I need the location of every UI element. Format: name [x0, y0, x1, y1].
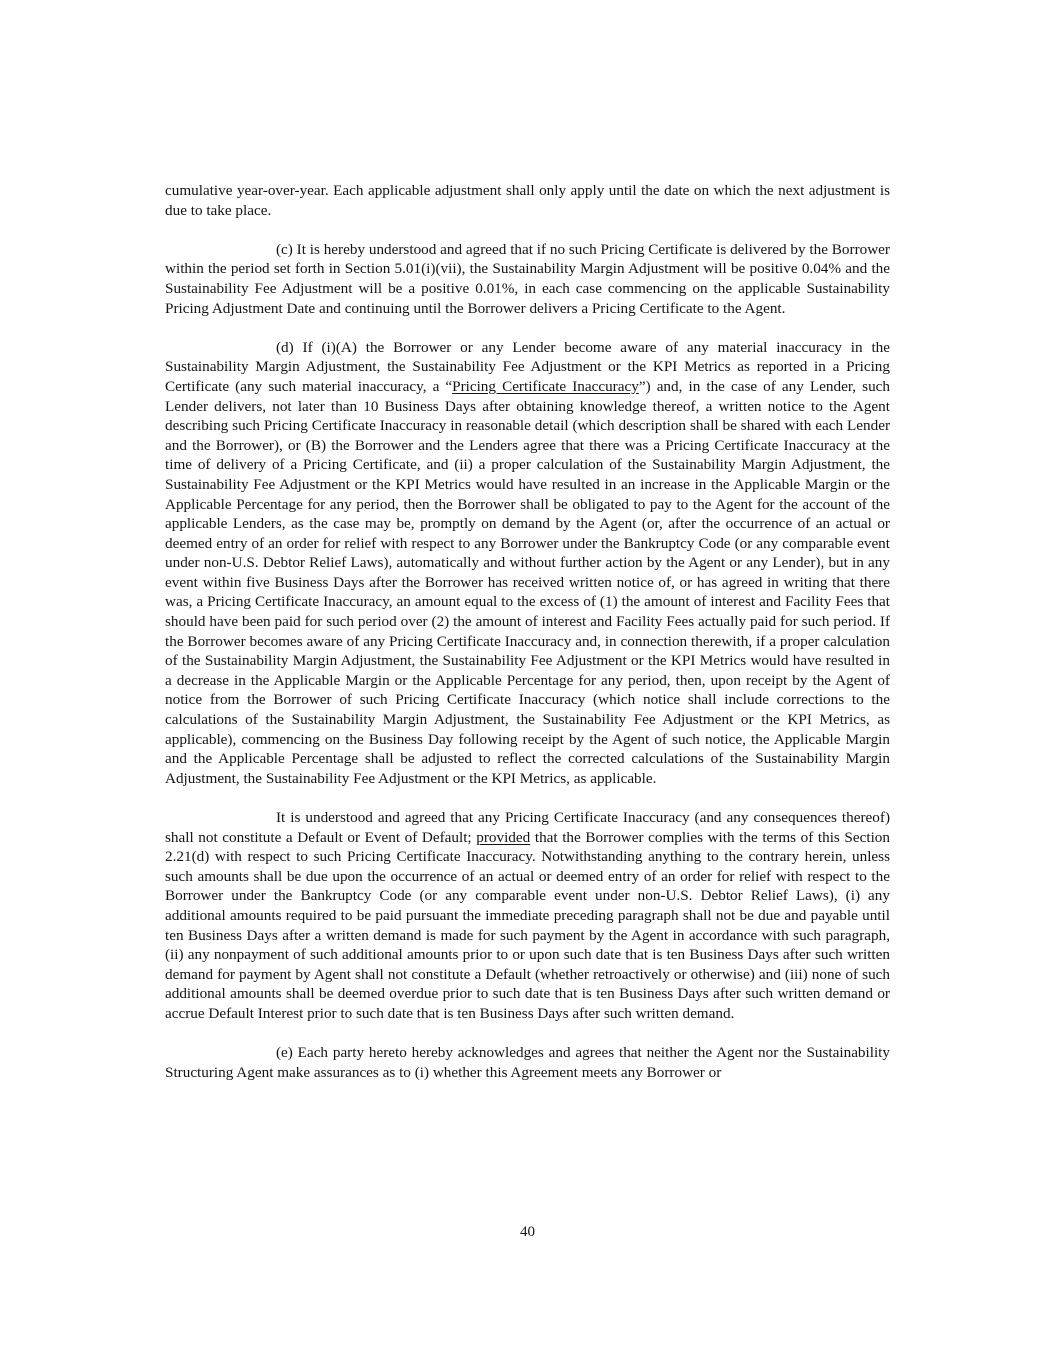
paragraph-d-text-before: (d) If (i)(A) the Borrower or any Lender become aware of any material inaccuracy in the Sustainability Margin Adjustment, the Sustainability Fee Adjustment or the KPI Metrics as reported in a Pricing Certificate (any such material inaccuracy, a “ [165, 338, 890, 395]
paragraph-understood-text-after: that the Borrower complies with the terms of this Section 2.21(d) with respect to such Pricing Certificate Inaccuracy. Notwithstanding anything to the contrary herein, unless such amounts shall be due upon the occurrence of an actual or deemed entry of an order for relief with respect to the Borrower under the Bankruptcy Code (or any comparable event under non-U.S. Debtor Relief Laws), (i) any additional amounts required to be paid pursuant the immediate preceding paragraph shall not be due and payable until ten Business Days after a written demand is made for such payment by the Agent in accordance with such paragraph, (ii) any nonpayment of such additional amounts prior to or upon such date that is ten Business Days after such written demand for payment by Agent shall not constitute a Default (whether retroactively or otherwise) and (iii) none of such additional amounts shall be deemed overdue prior to such date that is ten Business Days after such written demand or accrue Default Interest prior to such date that is ten Business Days after such written demand. [165, 828, 890, 1022]
defined-term-pricing-certificate-inaccuracy: Pricing Certificate Inaccuracy [452, 377, 639, 395]
paragraph-d [165, 338, 890, 789]
paragraph-understood [165, 808, 890, 1024]
provided-term: provided [476, 828, 531, 846]
paragraph-d-text-after: ”) and, in the case of any Lender, such Lender delivers, not later than 10 Business Days after obtaining knowledge thereof, a written notice to the Agent describing such Pricing Certificate Inaccuracy in reasonable detail (which description shall be shared with each Lender and the Borrower), or (B) the Borrower and the Lenders agree that there was a Pricing Certificate Inaccuracy at the time of delivery of a Pricing Certificate, and (ii) a proper calculation of the Sustainability Margin Adjustment, the Sustainability Fee Adjustment or the KPI Metrics would have resulted in an increase in the Applicable Margin or the Applicable Percentage for any period, then the Borrower shall be obligated to pay to the Agent for the account of the applicable Lenders, as the case may be, promptly on demand by the Agent (or, after the occurrence of an actual or deemed entry of an order for relief with respect to any Borrower under the Bankruptcy Code (or any comparable event under non-U.S. Debtor Relief Laws), automatically and without further action by the Agent or any Lender), but in any event within five Business Days after the Borrower has received written notice of, or has agreed in writing that there was, a Pricing Certificate Inaccuracy, an amount equal to the excess of (1) the amount of interest and Facility Fees that should have been paid for such period over (2) the amount of interest and Facility Fees actually paid for such period. If the Borrower becomes aware of any Pricing Certificate Inaccuracy and, in connection therewith, if a proper calculation of the Sustainability Margin Adjustment, the Sustainability Fee Adjustment or the KPI Metrics would have resulted in a decrease in the Applicable Margin or the Applicable Percentage for any period, then, upon receipt by the Agent of notice from the Borrower of such Pricing Certificate Inaccuracy (which notice shall include corrections to the calculations of the Sustainability Margin Adjustment, the Sustainability Fee Adjustment or the KPI Metrics, as applicable), commencing on the Business Day following receipt by the Agent of such notice, the Applicable Margin and the Applicable Percentage shall be adjusted to reflect the corrected calculations of the Sustainability Margin Adjustment, the Sustainability Fee Adjustment or the KPI Metrics, as applicable. [165, 377, 890, 787]
paragraph-c: (c) It is hereby understood and agreed that if no such Pricing Certificate is delivered by the Borrower within the period set forth in Section 5.01(i)(vii), the Sustainability Margin Adjustment will be positive 0.04% and the Sustainability Fee Adjustment will be a positive 0.01%, in each case commencing on the applicable Sustainability Pricing Adjustment Date and continuing until the Borrower delivers a Pricing Certificate to the Agent. [165, 240, 890, 317]
paragraph-continuation: cumulative year-over-year. Each applicable adjustment shall only apply until the date on which the next adjustment is due to take place. [165, 182, 890, 219]
document-body [165, 181, 890, 1082]
page-number: 40 [520, 1224, 535, 1240]
paragraph-e: (e) Each party hereto hereby acknowledges and agrees that neither the Agent nor the Sustainability Structuring Agent make assurances as to (i) whether this Agreement meets any Borrower or [165, 1044, 890, 1081]
paragraph-understood-text-before: It is understood and agreed that any Pricing Certificate Inaccuracy (and any consequences thereof) shall not constitute a Default or Event of Default; [165, 809, 890, 846]
